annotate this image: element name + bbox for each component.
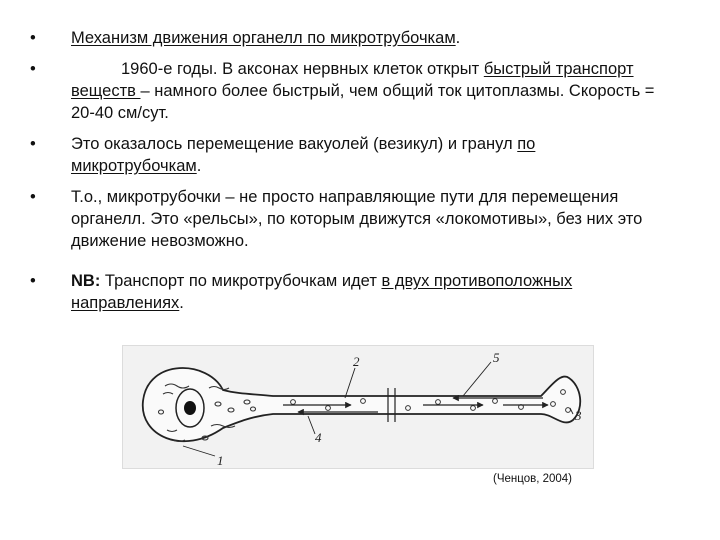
neuron-diagram [123, 346, 593, 468]
bullet-marker: • [30, 29, 36, 47]
bullet-marker: • [30, 135, 36, 153]
figure-label-2: 2 [353, 354, 360, 369]
two-directions-term: в двух противоположных направлениях [71, 272, 573, 312]
figure-label-4: 4 [315, 430, 322, 445]
nb-label: NB: [71, 272, 101, 290]
figure-label-1: 1 [217, 453, 224, 468]
bullet-marker: • [30, 272, 36, 290]
microtubules-term: по микротрубочкам [71, 135, 536, 175]
bullet-marker: • [30, 60, 36, 78]
figure-label-3: 3 [575, 408, 582, 423]
slide-title: Механизм движения органелл по микротрубочкам [71, 29, 456, 47]
bullet-marker: • [30, 188, 36, 206]
figure-caption: (Ченцов, 2004) [493, 473, 573, 485]
neuron-transport-figure [122, 345, 594, 469]
nucleolus [184, 401, 196, 415]
fast-transport-term: быстрый транспорт веществ [71, 60, 634, 100]
figure-label-5: 5 [493, 350, 500, 365]
